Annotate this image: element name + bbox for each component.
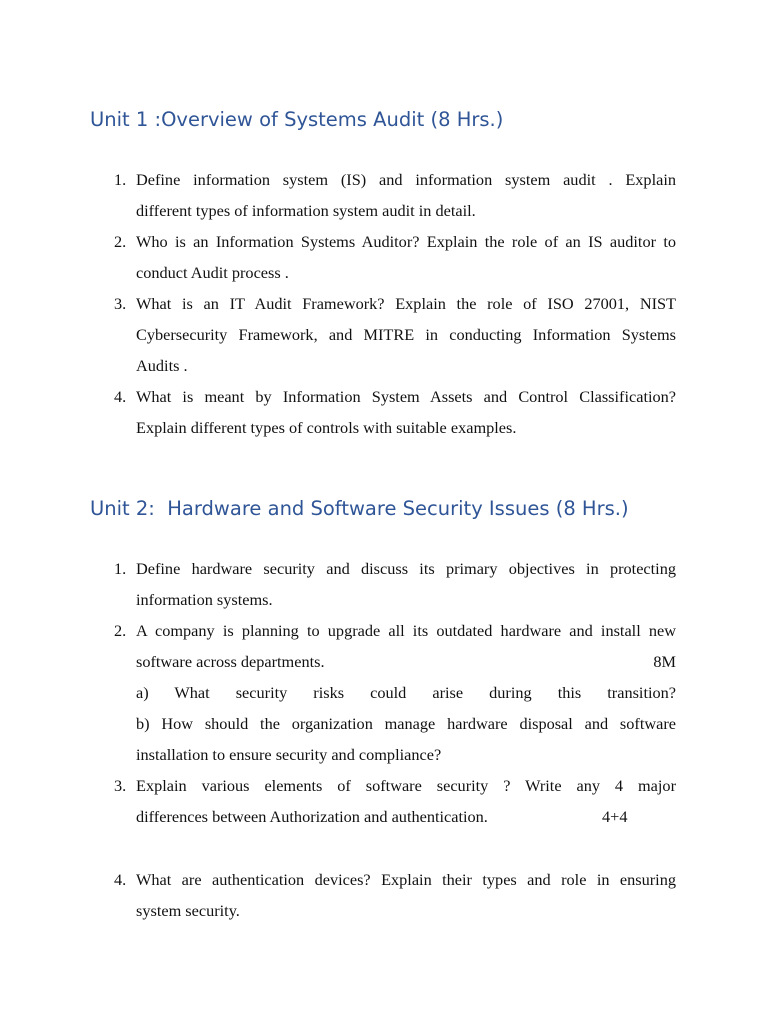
- question-text: information systems.: [136, 590, 273, 609]
- question-number: 1.: [114, 559, 127, 578]
- unit2-question-1: [90, 553, 676, 615]
- question-text: What is meant by Information System Assets and Control Classification?: [136, 387, 676, 406]
- question-text: A company is planning to upgrade all its outdated hardware and install new: [136, 621, 676, 640]
- question-number: 4.: [114, 387, 127, 406]
- unit2-question-2: [90, 615, 676, 770]
- question-text: What are authentication devices? Explain their types and role in ensuring: [136, 870, 676, 889]
- unit1-question-3: [90, 288, 676, 381]
- unit2-question-4: [90, 864, 676, 926]
- question-text: a) What security risks could arise during this transition?: [136, 683, 676, 702]
- question-text: Cybersecurity Framework, and MITRE in conducting Information Systems: [136, 325, 676, 344]
- question-text: Explain various elements of software security ? Write any 4 major: [136, 776, 676, 795]
- question-text: Explain different types of controls with suitable examples.: [136, 418, 517, 437]
- question-number: 2.: [114, 232, 127, 251]
- unit1-question-list: [90, 164, 676, 443]
- question-text: Define hardware security and discuss its primary objectives in protecting: [136, 559, 676, 578]
- unit1-question-2: [90, 226, 676, 288]
- unit1-heading: Unit 1 :Overview of Systems Audit (8 Hrs.): [90, 108, 504, 131]
- question-text: system security.: [136, 901, 240, 920]
- question-number: 3.: [114, 776, 127, 795]
- question-text: Audits .: [136, 356, 188, 375]
- question-text: different types of information system audit in detail.: [136, 201, 476, 220]
- question-number: 1.: [114, 170, 127, 189]
- question-text: installation to ensure security and compliance?: [136, 745, 442, 764]
- unit2-question-list: [90, 553, 676, 926]
- marks-label: 8M: [653, 652, 676, 671]
- question-number: 3.: [114, 294, 127, 313]
- spacer: [90, 832, 676, 864]
- question-text: conduct Audit process .: [136, 263, 289, 282]
- question-text: Who is an Information Systems Auditor? Explain the role of an IS auditor to: [136, 232, 676, 251]
- unit1-question-4: [90, 381, 676, 443]
- question-number: 2.: [114, 621, 127, 640]
- question-number: 4.: [114, 870, 127, 889]
- question-text: differences between Authorization and authentication.: [136, 807, 488, 826]
- unit1-question-1: [90, 164, 676, 226]
- question-text: software across departments.: [136, 652, 325, 671]
- unit2-heading: Unit 2: Hardware and Software Security Issues (8 Hrs.): [90, 497, 629, 520]
- question-text: b) How should the organization manage hardware disposal and software: [136, 714, 676, 733]
- question-text: What is an IT Audit Framework? Explain the role of ISO 27001, NIST: [136, 294, 676, 313]
- marks-label: 4+4: [602, 807, 628, 826]
- unit2-question-3: [90, 770, 676, 832]
- question-text: Define information system (IS) and information system audit . Explain: [136, 170, 676, 189]
